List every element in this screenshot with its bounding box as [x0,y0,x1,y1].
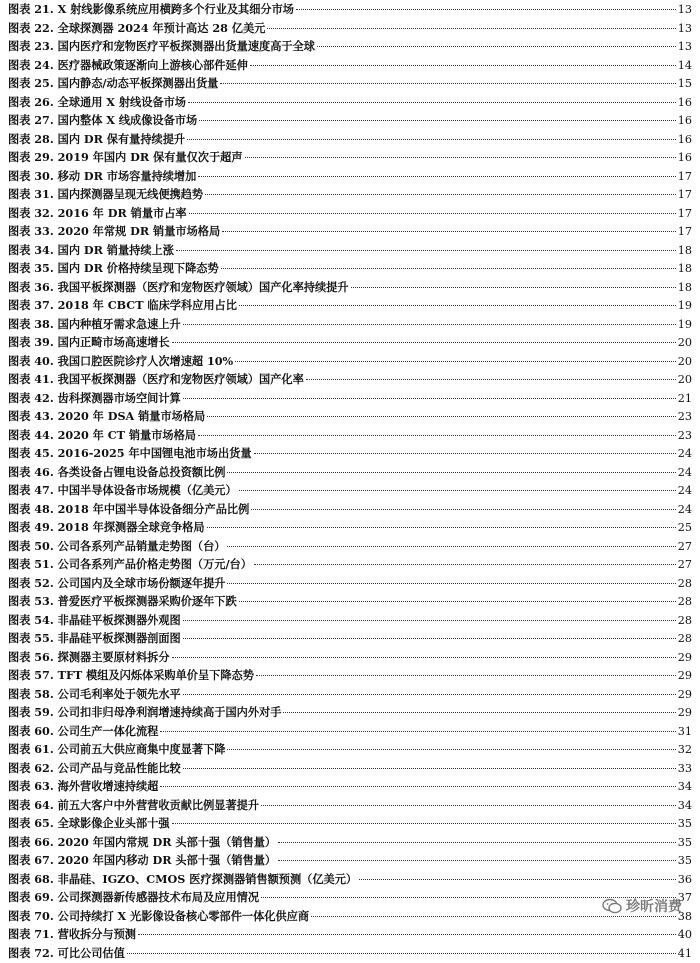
toc-label: 图表 61. 公司前五大供应商集中度显著下降 [8,740,225,759]
toc-label: 图表 44. 2020 年 CT 销量市场格局 [8,426,196,445]
dot-leader [267,28,675,29]
dot-leader [189,213,676,214]
dot-leader [278,842,676,843]
dot-leader [183,398,676,399]
toc-label: 图表 58. 公司毛利率处于领先水平 [8,685,181,704]
toc-label: 图表 60. 公司生产一体化流程 [8,722,158,741]
toc-label: 图表 46. 各类设备占锂电设备总投资额比例 [8,463,225,482]
toc-row[interactable] [8,463,692,482]
toc-page-number: 29 [678,649,692,668]
toc-label: 图表 71. 营收拆分与预测 [8,925,136,944]
toc-label: 图表 43. 2020 年 DSA 销量市场格局 [8,407,205,426]
dot-leader [183,694,676,695]
toc-label: 图表 57. TFT 模组及闪烁体采购单价呈下降态势 [8,666,254,685]
toc-row[interactable] [8,444,692,463]
dot-leader [227,749,675,750]
dot-leader [198,435,676,436]
toc-label: 图表 41. 我国平板探测器（医疗和宠物医疗领域）国产化率 [8,370,304,389]
toc-label: 图表 56. 探测器主要原材料拆分 [8,648,170,667]
toc-row[interactable] [8,370,692,389]
dot-leader [176,250,676,251]
dot-leader [251,509,675,510]
dot-leader [227,583,675,584]
toc-page-number: 33 [678,760,692,779]
toc-page-number: 34 [678,778,692,797]
toc-page-number: 18 [678,279,692,298]
dot-leader [351,287,676,288]
dot-leader [220,83,675,84]
dot-leader [245,157,676,158]
toc-row[interactable] [8,389,692,408]
toc-label: 图表 34. 国内 DR 销量持续上涨 [8,241,174,260]
toc-page-number: 27 [678,538,692,557]
toc-label: 图表 50. 公司各系列产品销量走势图（台） [8,537,225,556]
toc-label: 图表 65. 全球影像企业头部十强 [8,814,170,833]
toc-row[interactable] [8,574,692,593]
toc-label: 图表 28. 国内 DR 保有量持续提升 [8,130,185,149]
toc-row[interactable] [8,833,692,852]
toc-page-number: 23 [678,427,692,446]
toc-row[interactable] [8,333,692,352]
toc-label: 图表 45. 2016-2025 年中国锂电池市场出货量 [8,444,252,463]
toc-page-number: 24 [678,445,692,464]
toc-page-number: 17 [678,223,692,242]
toc-label: 图表 35. 国内 DR 价格持续呈现下降态势 [8,259,219,278]
toc-row[interactable] [8,537,692,556]
toc-page-number: 16 [678,149,692,168]
dot-leader [250,65,676,66]
dot-leader [172,657,676,658]
toc-label: 图表 70. 公司持续打 X 光影像设备核心零部件一体化供应商 [8,907,309,926]
toc-label: 图表 63. 海外营收增速持续超 [8,777,158,796]
toc-row[interactable] [8,555,692,574]
dot-leader [183,620,676,621]
toc-row[interactable] [8,500,692,519]
dot-leader [160,786,675,787]
toc-row[interactable] [8,740,692,759]
toc-label: 图表 32. 2016 年 DR 销量市占率 [8,204,187,223]
toc-label: 图表 62. 公司产品与竞品性能比较 [8,759,181,778]
toc-row[interactable] [8,907,692,926]
toc-page-number: 29 [678,667,692,686]
toc-page-number: 13 [678,1,692,20]
toc-label: 图表 37. 2018 年 CBCT 临床学科应用占比 [8,296,237,315]
toc-page-number: 15 [678,75,692,94]
toc-label: 图表 40. 我国口腔医院诊疗人次增速超 10% [8,352,233,371]
toc-row[interactable] [8,185,692,204]
dot-leader [256,675,676,676]
toc-page-number: 25 [678,519,692,538]
toc-row[interactable] [8,722,692,741]
toc-row[interactable] [8,870,692,889]
dot-leader [127,953,676,954]
dot-leader [183,638,676,639]
toc-row[interactable] [8,130,692,149]
toc-label: 图表 51. 公司各系列产品价格走势图（万元/台） [8,555,252,574]
toc-label: 图表 39. 国内正畸市场高速增长 [8,333,170,352]
toc-label: 图表 55. 非晶硅平板探测器剖面图 [8,629,181,648]
toc-page-number: 24 [678,501,692,520]
toc-page-number: 18 [678,242,692,261]
toc-row[interactable] [8,814,692,833]
toc-page-number: 40 [678,926,692,945]
dot-leader [172,342,676,343]
dot-leader [239,601,676,602]
toc-row[interactable] [8,611,692,630]
toc-row[interactable] [8,648,692,667]
toc-label: 图表 27. 国内整体 X 线成像设备市场 [8,111,197,130]
toc-label: 图表 23. 国内医疗和宠物医疗平板探测器出货量速度高于全球 [8,37,315,56]
dot-leader [296,9,676,10]
toc-page-number: 29 [678,686,692,705]
toc-row[interactable] [8,259,692,278]
toc-page-number: 27 [678,556,692,575]
dot-leader [205,194,676,195]
toc-page-number: 35 [678,834,692,853]
toc-row[interactable] [8,278,692,297]
dot-leader [183,324,676,325]
toc-page-number: 21 [678,390,692,409]
toc-label: 图表 29. 2019 年国内 DR 保有量仅次于超声 [8,148,243,167]
toc-page-number: 17 [678,186,692,205]
toc-page-number: 16 [678,94,692,113]
toc-label: 图表 48. 2018 年中国半导体设备细分产品比例 [8,500,249,519]
toc-page-number: 19 [678,297,692,316]
toc-row[interactable] [8,759,692,778]
wechat-icon [602,898,622,914]
toc-label: 图表 22. 全球探测器 2024 年预计高达 28 亿美元 [8,19,265,38]
dot-leader [235,361,676,362]
toc-page-number: 16 [678,131,692,150]
toc-page-number: 28 [678,593,692,612]
toc-page-number: 41 [678,945,692,963]
toc-row[interactable] [8,851,692,870]
toc-page-number: 37 [678,889,692,908]
toc-row[interactable] [8,19,692,38]
dot-leader [188,102,676,103]
toc-row[interactable] [8,0,692,19]
toc-label: 图表 64. 前五大客户中外营营收贡献比例显著提升 [8,796,259,815]
toc-row[interactable] [8,888,692,907]
toc-row[interactable] [8,518,692,537]
toc-label: 图表 72. 可比公司估值 [8,944,125,963]
watermark-text: 珍昕消费 [626,896,682,916]
toc-label: 图表 26. 全球通用 X 射线设备市场 [8,93,186,112]
toc-label: 图表 66. 2020 年国内常规 DR 头部十强（销售量） [8,833,276,852]
toc-page-number: 28 [678,575,692,594]
toc-page-number: 16 [678,112,692,131]
toc-row[interactable] [8,37,692,56]
toc-row[interactable] [8,74,692,93]
dot-leader [227,546,675,547]
toc-page-number: 28 [678,630,692,649]
toc-label: 图表 36. 我国平板探测器（医疗和宠物医疗领域）国产化率持续提升 [8,278,349,297]
toc-row[interactable] [8,315,692,334]
toc-page-number: 35 [678,815,692,834]
toc-row[interactable] [8,148,692,167]
table-of-figures [8,0,692,962]
toc-label: 图表 67. 2020 年国内移动 DR 头部十强（销售量） [8,851,276,870]
toc-label: 图表 69. 公司探测器新传感器技术布局及应用情况 [8,888,259,907]
dot-leader [172,823,676,824]
toc-row[interactable] [8,796,692,815]
dot-leader [254,564,676,565]
toc-row[interactable] [8,111,692,130]
dot-leader [198,176,675,177]
toc-page-number: 35 [678,852,692,871]
toc-page-number: 17 [678,168,692,187]
toc-row[interactable] [8,629,692,648]
dot-leader [283,712,675,713]
toc-label: 图表 52. 公司国内及全球市场份额逐年提升 [8,574,225,593]
toc-label: 图表 42. 齿科探测器市场空间计算 [8,389,181,408]
dot-leader [278,860,676,861]
toc-label: 图表 53. 普爱医疗平板探测器采购价逐年下跌 [8,592,237,611]
dot-leader [239,305,676,306]
dot-leader [199,120,676,121]
dot-leader [261,805,676,806]
toc-label: 图表 24. 医疗器械政策逐渐向上游核心部件延伸 [8,56,248,75]
toc-row[interactable] [8,481,692,500]
toc-page-number: 24 [678,482,692,501]
dot-leader [138,934,676,935]
toc-page-number: 13 [678,38,692,57]
toc-label: 图表 25. 国内静态/动态平板探测器出货量 [8,74,218,93]
toc-page-number: 24 [678,464,692,483]
toc-label: 图表 21. X 射线影像系统应用横跨多个行业及其细分市场 [8,0,294,19]
toc-row[interactable] [8,407,692,426]
dot-leader [317,46,676,47]
toc-page-number: 28 [678,612,692,631]
toc-page-number: 36 [678,871,692,890]
toc-row[interactable] [8,241,692,260]
toc-row[interactable] [8,666,692,685]
toc-label: 图表 68. 非晶硅、IGZO、CMOS 医疗探测器销售额预测（亿美元） [8,870,357,889]
toc-page-number: 20 [678,371,692,390]
toc-row[interactable] [8,93,692,112]
toc-page-number: 13 [678,20,692,39]
toc-label: 图表 49. 2018 年探测器全球竞争格局 [8,518,205,537]
toc-row[interactable] [8,56,692,75]
toc-page-number: 29 [678,704,692,723]
toc-row[interactable] [8,167,692,186]
toc-row[interactable] [8,204,692,223]
toc-page-number: 20 [678,334,692,353]
toc-row[interactable] [8,777,692,796]
toc-page-number: 31 [678,723,692,742]
toc-label: 图表 30. 移动 DR 市场容量持续增加 [8,167,196,186]
toc-label: 图表 47. 中国半导体设备市场规模（亿美元） [8,481,237,500]
dot-leader [239,490,676,491]
dot-leader [254,453,676,454]
dot-leader [227,472,675,473]
toc-row[interactable] [8,685,692,704]
toc-row[interactable] [8,703,692,722]
watermark [602,896,682,916]
toc-page-number: 17 [678,205,692,224]
toc-label: 图表 38. 国内种植牙需求急速上升 [8,315,181,334]
dot-leader [187,139,676,140]
toc-row[interactable] [8,592,692,611]
toc-page-number: 20 [678,353,692,372]
toc-row[interactable] [8,944,692,963]
toc-label: 图表 31. 国内探测器呈现无线便携趋势 [8,185,203,204]
toc-page-number: 38 [678,908,692,927]
toc-page-number: 34 [678,797,692,816]
dot-leader [160,731,675,732]
toc-page-number: 14 [678,57,692,76]
dot-leader [359,879,676,880]
toc-row[interactable] [8,296,692,315]
dot-leader [207,527,676,528]
toc-row[interactable] [8,222,692,241]
toc-page-number: 19 [678,316,692,335]
toc-row[interactable] [8,426,692,445]
dot-leader [207,416,676,417]
toc-page-number: 18 [678,260,692,279]
toc-page-number: 32 [678,741,692,760]
dot-leader [221,268,676,269]
dot-leader [183,768,676,769]
toc-label: 图表 59. 公司扣非归母净利润增速持续高于国内外对手 [8,703,281,722]
dot-leader [222,231,676,232]
dot-leader [306,379,676,380]
toc-page-number: 23 [678,408,692,427]
toc-row[interactable] [8,352,692,371]
toc-label: 图表 54. 非晶硅平板探测器外观图 [8,611,181,630]
toc-label: 图表 33. 2020 年常规 DR 销量市场格局 [8,222,220,241]
